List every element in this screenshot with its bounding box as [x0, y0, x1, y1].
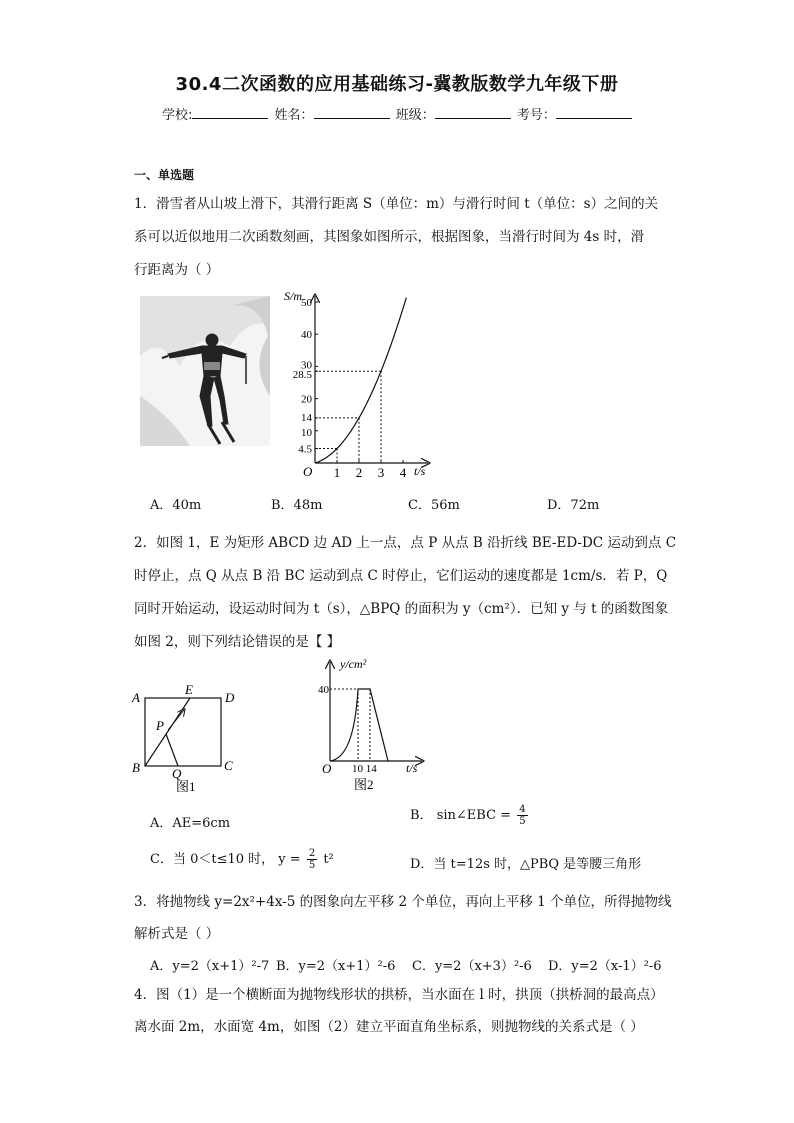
point-q-label: Q — [172, 766, 182, 781]
motion-arrow — [168, 710, 184, 730]
q1-y-tick-label: 30 — [301, 359, 312, 372]
q1-x-tick-label: 3 — [377, 465, 385, 480]
q2-line-1: 2．如图 1，E 为矩形 ABCD 边 AD 上一点，点 P 从点 B 沿折线 BE-ED-DC 运动到点 C — [134, 535, 677, 551]
page-title: 30.4二次函数的应用基础练习-冀教版数学九年级下册 — [175, 74, 619, 95]
q1-data-point — [336, 448, 338, 450]
q2-line-2: 时停止，点 Q 从点 B 沿 BC 运动到点 C 时停止，它们运动的速度都是 1cm/s．若 P，Q — [134, 568, 668, 584]
q1-distance-time-chart — [278, 286, 433, 481]
q1-origin-label: O — [303, 464, 313, 479]
q1-line-2: 系可以近似地用二次函数刻画，其图象如图所示，根据图象，当滑行时间为 4s 时，滑 — [134, 229, 645, 245]
skier-photo — [140, 296, 270, 446]
q1-y-tick-label: 20 — [301, 393, 312, 406]
q3-option-a[interactable]: A．y=2（x+1）²-7 — [150, 959, 270, 974]
fig2-x-label: t/s — [406, 761, 418, 775]
info-blank-exam-no[interactable] — [556, 106, 632, 119]
info-label-school: 学校: — [162, 108, 193, 123]
q2-option-c[interactable] — [150, 848, 334, 871]
q1-y-tick-label: 10 — [301, 426, 312, 439]
q3-line-1: 3．将抛物线 y=2x²+4x-5 的图象向左平移 2 个单位，再向上平移 1 个单位，所得抛物线 — [134, 894, 672, 910]
segment-pq — [166, 734, 178, 766]
fig2-x-ticks: 10 14 — [352, 763, 377, 775]
q1-y-tick-label: 40 — [301, 329, 312, 342]
q2-figure-2 — [318, 656, 428, 794]
point-e-label: E — [185, 682, 193, 697]
q2-option-c-expr-right: t² — [323, 852, 334, 867]
q1-option-d[interactable]: D．72m — [547, 498, 600, 513]
q2-option-b-fraction: $\frac{4}{5}$ — [519, 804, 526, 827]
q2-option-b-expr: sin∠EBC = — [436, 808, 512, 823]
q3-line-2: 解析式是（ ） — [134, 926, 220, 942]
q2-line-4: 如图 2，则下列结论错误的是【 】 — [134, 634, 341, 650]
student-info-row — [162, 104, 634, 123]
q1-option-b[interactable]: B．48m — [271, 498, 323, 513]
q1-x-tick-label: 1 — [333, 465, 341, 480]
q1-parabola-curve — [315, 298, 406, 463]
q1-x-tick-label: 4 — [399, 465, 407, 480]
fig2-y-label: y/cm² — [340, 657, 367, 671]
fig2-y-tick-40: 40 — [318, 684, 329, 696]
q2-option-a[interactable]: A．AE=6cm — [150, 816, 231, 831]
q1-y-tick-label: 14 — [301, 411, 312, 424]
info-blank-class[interactable] — [435, 106, 511, 119]
fig2-graph-line — [330, 689, 388, 761]
q1-option-a[interactable]: A．40m — [150, 498, 202, 513]
point-d-label: D — [225, 690, 235, 705]
q2-option-b-prefix: B． — [410, 808, 433, 823]
q1-line-3: 行距离为（ ） — [134, 262, 220, 278]
q2-option-c-prefix: C．当 0＜t≤10 时， — [150, 852, 275, 867]
q1-y-tick-label: 50 — [301, 297, 312, 309]
point-c-label: C — [224, 758, 233, 773]
q4-line-1: 4．图（1）是一个横断面为抛物线形状的拱桥，当水面在 l 时，拱顶（拱桥洞的最高点） — [134, 987, 664, 1003]
q1-data-point — [380, 370, 382, 372]
q2-option-c-expr-left: y = — [278, 852, 301, 867]
info-label-class: 班级： — [395, 108, 435, 123]
point-a-label: A — [132, 690, 140, 705]
q3-option-d[interactable]: D．y=2（x-1）²-6 — [548, 959, 662, 974]
q2-figure-1 — [128, 680, 243, 795]
q1-line-1: 1．滑雪者从山坡上滑下，其滑行距离 S（单位：m）与滑行时间 t（单位：s）之间的关 — [134, 196, 659, 212]
section-heading: 一、单选题 — [134, 168, 195, 182]
info-label-name: 姓名： — [274, 108, 314, 123]
q2-option-c-fraction: $\frac{2}{5}$ — [308, 848, 316, 871]
q1-x-tick-label: 2 — [355, 465, 363, 480]
info-blank-school[interactable] — [192, 106, 268, 119]
q4-line-2: 离水面 2m，水面宽 4m，如图（2）建立平面直角坐标系，则抛物线的关系式是（ ） — [134, 1019, 644, 1035]
info-label-exam-no: 考号： — [516, 108, 556, 123]
q3-option-b[interactable]: B．y=2（x+1）²-6 — [276, 959, 396, 974]
q1-x-axis-label: t/s — [414, 464, 426, 478]
point-p-label: P — [156, 718, 164, 733]
q1-y-axis-label: S/m — [284, 289, 302, 303]
q1-data-point — [358, 417, 360, 419]
info-blank-name[interactable] — [314, 106, 390, 119]
q1-y-tick-label: 28.5 — [292, 369, 312, 382]
q1-y-tick-label: 4.5 — [298, 443, 312, 456]
q2-option-b[interactable] — [410, 804, 530, 827]
figure-2-caption: 图2 — [354, 777, 374, 792]
q2-option-d[interactable]: D．当 t=12s 时，△PBQ 是等腰三角形 — [410, 857, 642, 872]
q1-option-c[interactable]: C．56m — [408, 498, 460, 513]
q2-line-3: 同时开始运动，设运动时间为 t（s），△BPQ 的面积为 y（cm²）．已知 y 与 t 的函数图象 — [134, 601, 669, 617]
segment-be — [145, 698, 190, 766]
fig2-origin: O — [322, 761, 332, 776]
point-b-label: B — [132, 760, 140, 775]
q3-option-c[interactable]: C．y=2（x+3）²-6 — [412, 959, 532, 974]
figure-1-caption: 图1 — [176, 779, 196, 794]
